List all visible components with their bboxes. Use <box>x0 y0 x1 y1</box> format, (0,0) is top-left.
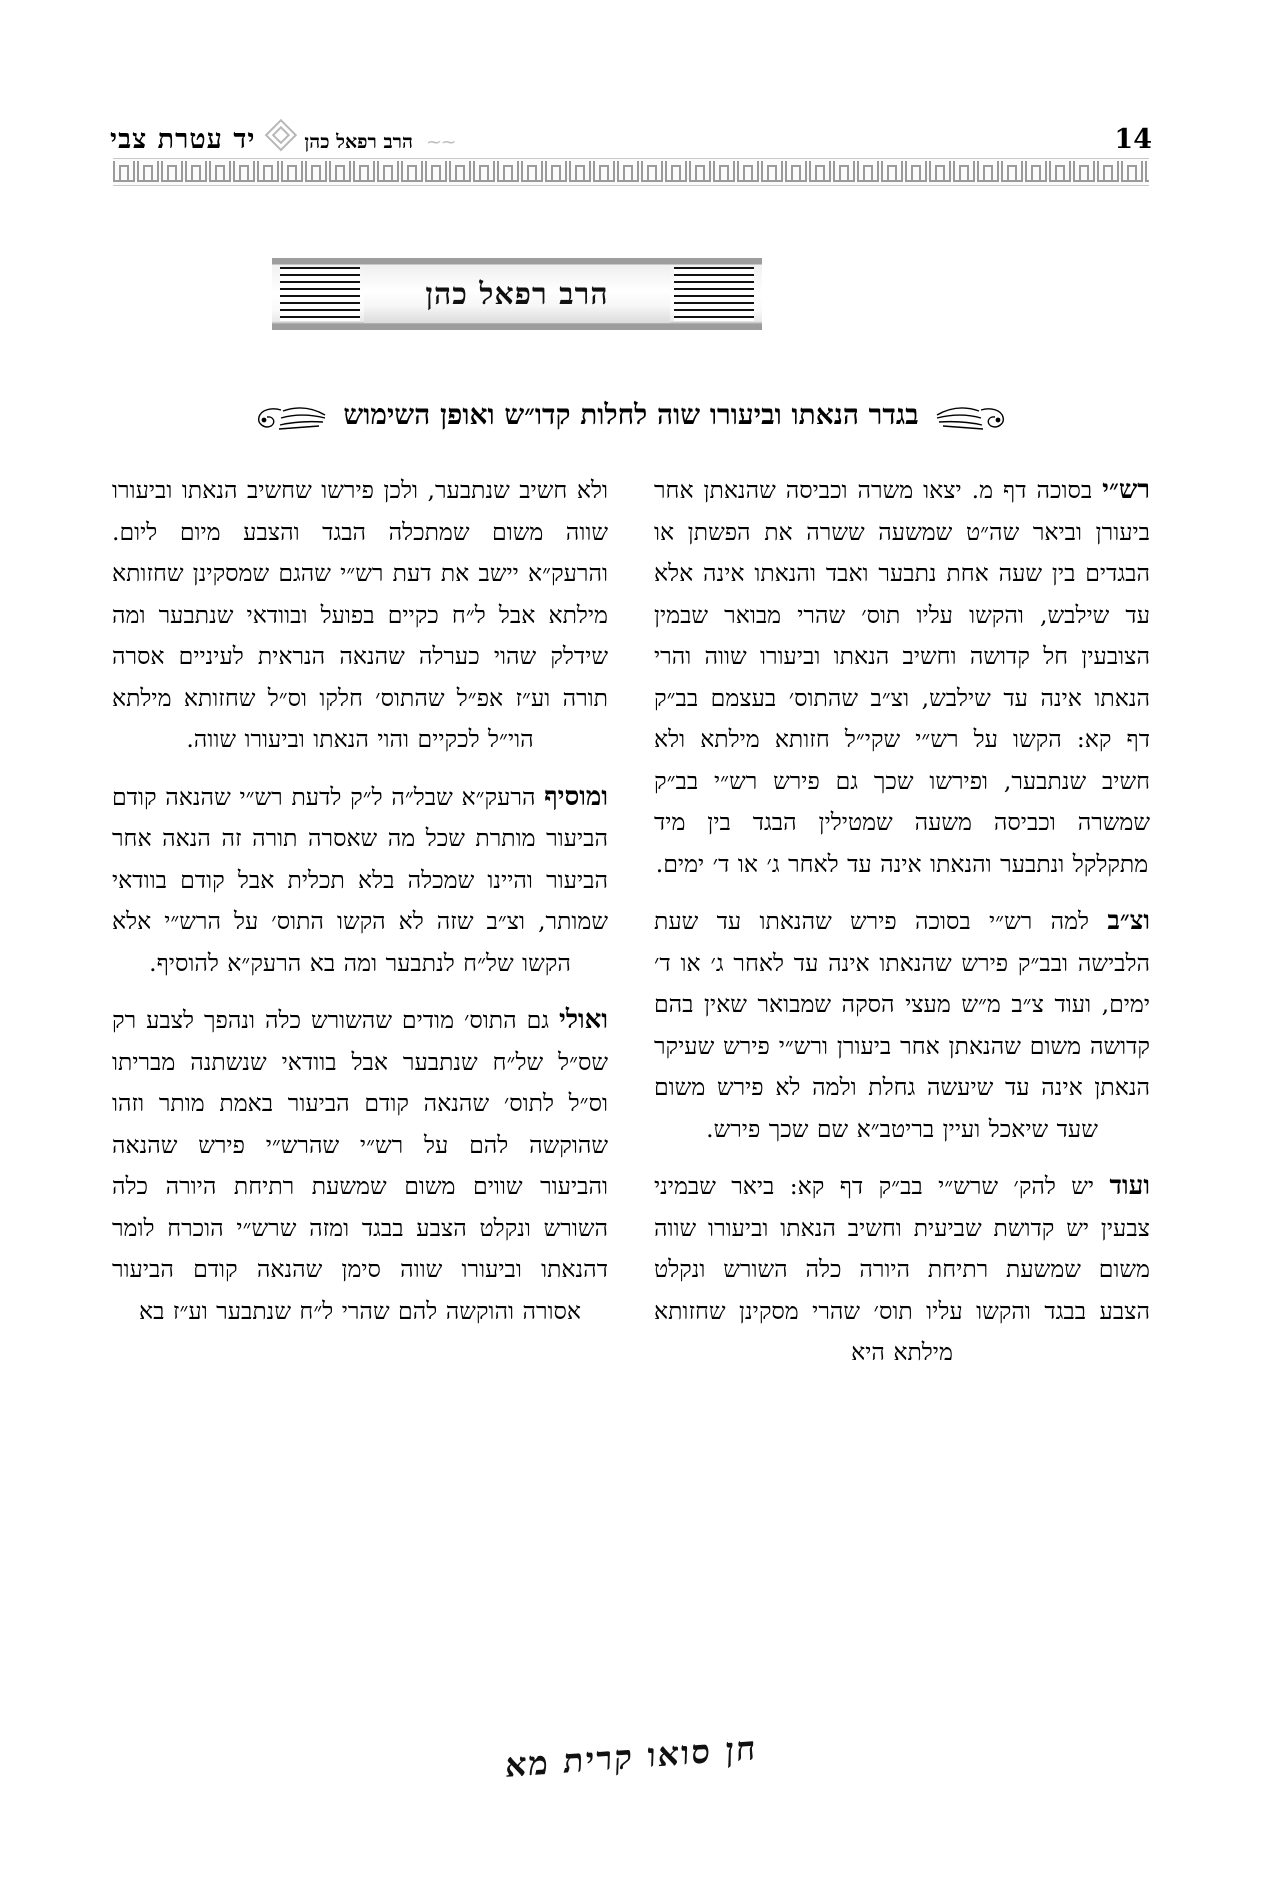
greek-key-unit-icon <box>353 161 375 182</box>
greek-key-unit-icon <box>905 161 927 182</box>
greek-key-unit-icon <box>521 161 543 182</box>
greek-key-unit-icon <box>569 161 591 182</box>
paragraph <box>112 470 608 761</box>
greek-key-unit-icon <box>233 161 255 182</box>
greek-key-unit-icon <box>665 161 687 182</box>
page-title: יד עטרת צבי <box>110 123 256 155</box>
paragraph-lead-word: ועוד <box>1109 1171 1150 1201</box>
greek-key-unit-icon <box>593 161 615 182</box>
greek-key-unit-icon <box>281 161 303 182</box>
greek-key-unit-icon <box>1073 161 1095 182</box>
ornamental-divider <box>113 158 1149 186</box>
paragraph-text: הרעק״א שבל״ה ל״ק לדעת רש״י שהנאה קודם הביעור מותרת שכל מה שאסרה תורה זה הנאה אחר הביעור והיינו שמכלה בלא תכלית אבל קודם בוודאי שמותר, וצ״ב שזה לא הקשו התוס׳ על הרש״י אלא הקשו של״ח לנתבער ומה בא הרעק״א להוסיף. <box>112 782 608 977</box>
paragraph-lead-word: רש״י <box>1102 475 1150 505</box>
paragraph-text: ולא חשיב שנתבער, ולכן פירשו שחשיב הנאתו וביעורו שווה משום שמתכלה הבגד והצבע מיום ליום. והרעק״א יישב את דעת רש״י שהגם שמסקינן שחזותא מילתא אבל ל״ח כקיים בפועל ובוודאי שנתבער ומה שידלק שהוי כערלה שהנאה הנראית לעיניים אסרה תורה וע״ז אפ״ל שהתוס׳ חלקו וס״ל שחזותא מילתא הוי״ל לכקיים והוי הנאתו וביעורו שווה. <box>112 476 608 753</box>
header-author-name: הרב רפאל כהן <box>304 130 413 153</box>
greek-key-unit-icon <box>113 161 135 182</box>
paragraph <box>654 1166 1150 1374</box>
banner-hatch-left-icon <box>280 267 360 321</box>
greek-key-unit-icon <box>977 161 999 182</box>
greek-key-unit-icon <box>305 161 327 182</box>
greek-key-unit-icon <box>377 161 399 182</box>
header-title-group <box>110 124 460 155</box>
greek-key-unit-icon <box>857 161 879 182</box>
greek-key-unit-icon <box>641 161 663 182</box>
greek-key-unit-icon <box>881 161 903 182</box>
greek-key-unit-icon <box>929 161 951 182</box>
paragraph <box>112 777 608 985</box>
greek-key-unit-icon <box>617 161 639 182</box>
greek-key-unit-icon <box>401 161 423 182</box>
banner-hatch-right-icon <box>674 267 754 321</box>
squiggle-icon: ~~ <box>425 130 456 153</box>
column-left <box>112 470 608 1760</box>
greek-key-unit-icon <box>809 161 831 182</box>
greek-key-unit-icon <box>425 161 447 182</box>
paragraph-lead-word: ומוסיף <box>544 781 608 812</box>
section-title-row <box>110 398 1152 432</box>
paragraph <box>654 470 1150 885</box>
greek-key-unit-icon <box>785 161 807 182</box>
greek-key-unit-icon <box>1001 161 1023 182</box>
greek-key-unit-icon <box>209 161 231 182</box>
leaf-flourish-icon <box>935 398 1013 432</box>
greek-key-unit-icon <box>329 161 351 182</box>
greek-key-unit-icon <box>257 161 279 182</box>
diamond-icon <box>265 118 298 151</box>
paragraph <box>654 901 1150 1150</box>
greek-key-unit-icon <box>161 161 183 182</box>
greek-key-unit-icon <box>497 161 519 182</box>
greek-key-unit-icon <box>1121 161 1143 182</box>
banner-author-name: הרב רפאל כהן <box>425 276 609 312</box>
greek-key-unit-icon <box>953 161 975 182</box>
greek-key-unit-icon <box>1025 161 1047 182</box>
banner-inner-plate <box>364 265 670 323</box>
paragraph-text: גם התוס׳ מודים שהשורש כלה ונהפך לצבע רק שס״ל של״ח שנתבער אבל בוודאי שנשתנה מבריתו וס״ל לתוס׳ שהנאה קודם הביעור באמת מותר וזהו שהוקשה להם על רש״י שהרש״י פירש שהנאה והביעור שווים משום שמשעת רתיחת היורה כלה השורש ונקלט הצבע בבגד ומזה שרש״י הוכרח לומר דהנאתו וביעורו שווה סימן שהנאה קודם הביעור אסורה והוקשה להם שהרי ל״ח שנתבער וע״ז בא <box>112 1006 608 1325</box>
paragraph-text: בסוכה דף מ. יצאו משרה וכביסה שהנאתן אחר ביעורן וביאר שה״ט שמשעה ששרה את הפשתן או הבגדים בין שעה אחת נתבער ואבד והנאתו אינה אלא עד שילבש, והקשו עליו תוס׳ שהרי מבואר שבמין הצובעין חל קדושה וחשיב הנאתו וביעורו שווה והרי הנאתו אינה עד שילבש, וצ״ב שהתוס׳ בעצמם בב״ק דף קא: הקשו על רש״י שקי״ל חזותא מילתא ולא חשיב שנתבער, ופירשו שכך גם פירש רש״י בב״ק שמשרה וכביסה משעה שמטילין הבגד בין מיד מתקלקל ונתבער והנאתו אינה עד לאחר ג׳ או ד׳ ימים. <box>654 476 1150 878</box>
footer-text: חן סואו קרית מא <box>504 1728 758 1785</box>
running-header <box>110 118 1152 160</box>
greek-key-unit-icon <box>137 161 159 182</box>
greek-key-unit-icon <box>833 161 855 182</box>
greek-key-unit-icon <box>545 161 567 182</box>
page-footer <box>0 1728 1262 1785</box>
greek-key-unit-icon <box>689 161 711 182</box>
greek-key-unit-icon <box>1145 161 1149 182</box>
greek-key-unit-icon <box>1049 161 1071 182</box>
paragraph-text: למה רש״י בסוכה פירש שהנאתו עד שעת הלבישה ובב״ק פירש שהנאתו אינה עד לאחר ג׳ או ד׳ ימים, ועוד צ״ב מ״ש מעצי הסקה שמבואר שאין בהם קדושה משום שהנאתן אחר ביעורן ורש״י פירש שעיקר הנאתן אינה עד שיעשה גחלת ולמה לא פירש משום שעד שיאכל ועיין בריטב״א שם שכך פירש. <box>654 907 1150 1143</box>
greek-key-unit-icon <box>473 161 495 182</box>
page-number: 14 <box>1114 123 1152 155</box>
column-right <box>654 470 1150 1760</box>
leaf-flourish-icon <box>249 398 327 432</box>
greek-key-unit-icon <box>1097 161 1119 182</box>
section-title: בגדר הנאתו וביעורו שוה לחלות קדו״ש ואופן השימוש <box>343 398 919 431</box>
greek-key-unit-icon <box>449 161 471 182</box>
greek-key-unit-icon <box>185 161 207 182</box>
body-columns <box>112 470 1150 1760</box>
paragraph-lead-word: ואולי <box>559 1005 608 1035</box>
greek-key-unit-icon <box>737 161 759 182</box>
paragraph <box>112 1000 608 1332</box>
greek-key-unit-icon <box>761 161 783 182</box>
author-banner <box>272 258 762 330</box>
greek-key-unit-icon <box>713 161 735 182</box>
paragraph-lead-word: וצ״ב <box>1107 906 1150 936</box>
paragraph-text: יש להק׳ שרש״י בב״ק דף קא: ביאר שבמיני צבעין יש קדושת שביעית וחשיב הנאתו וביעורו שווה משום שמשעת רתיחת היורה כלה השורש ונקלט הצבע בבגד והקשו עליו תוס׳ שהרי מסקינן שחזותא מילתא היא <box>654 1172 1150 1366</box>
